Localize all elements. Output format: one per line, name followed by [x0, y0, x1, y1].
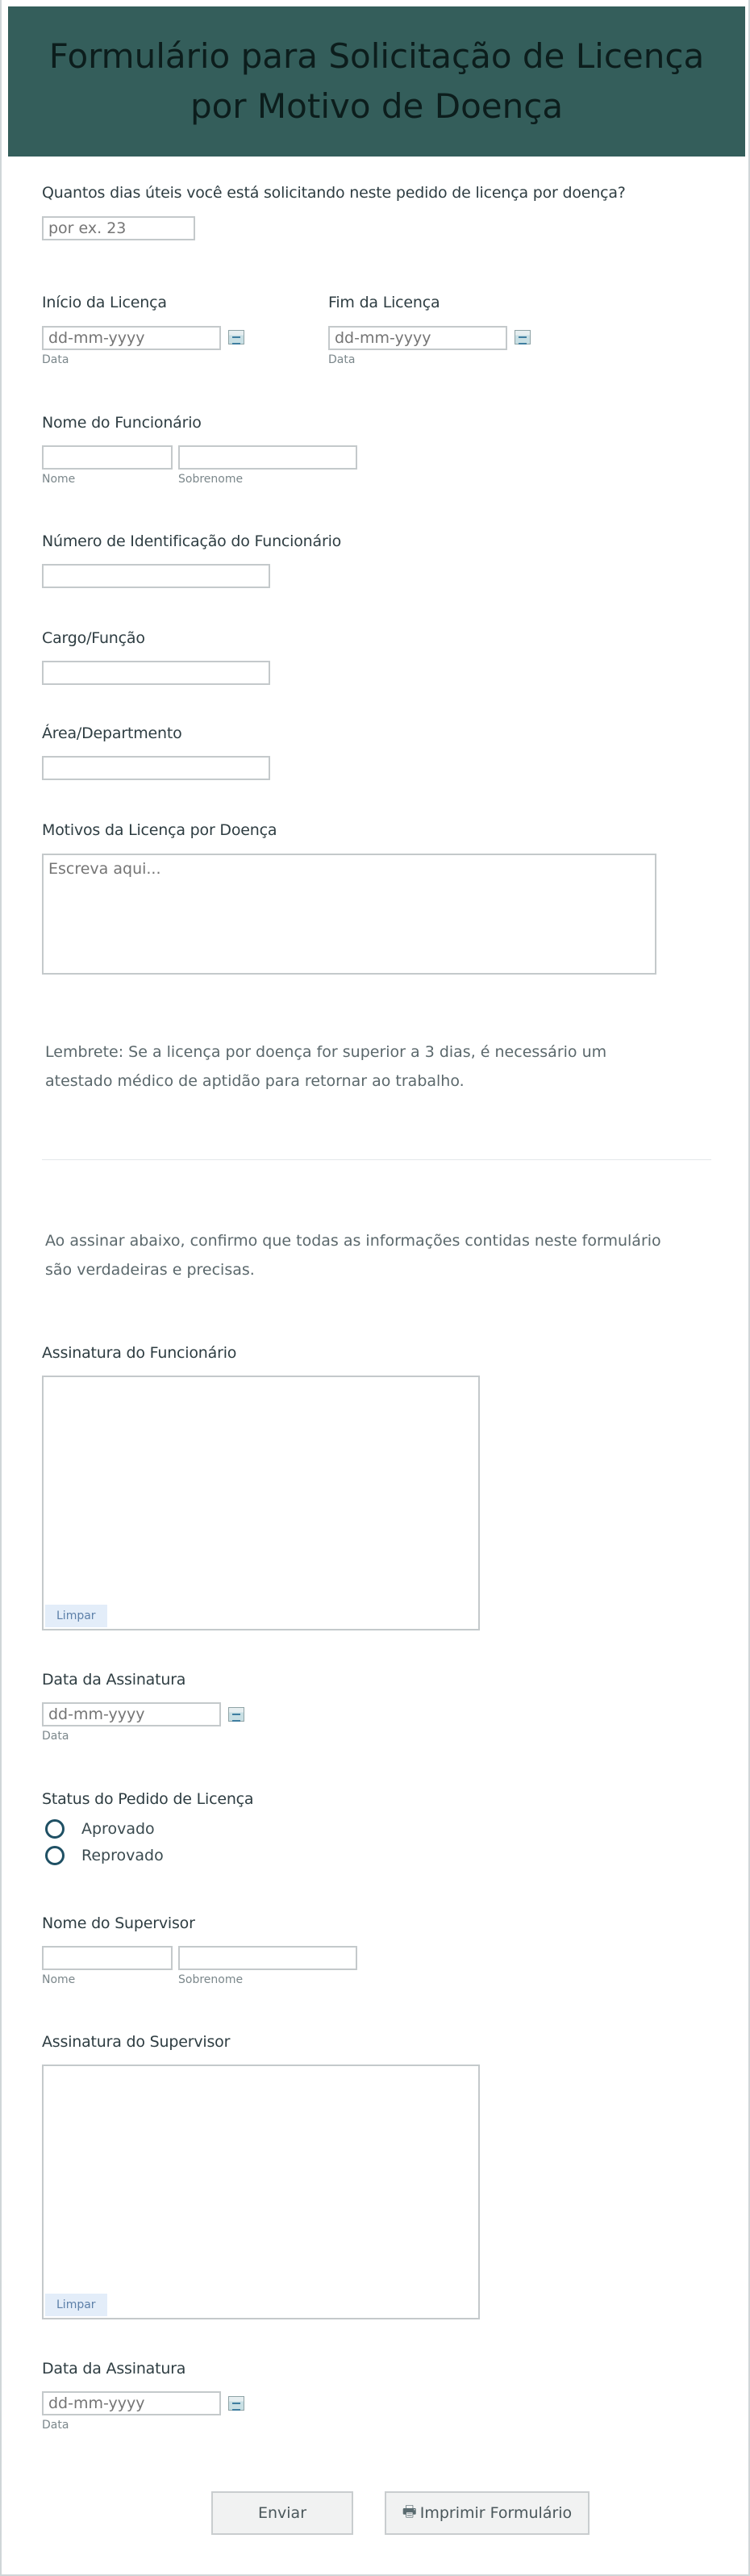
supervisor-signature-date-label: Data da Assinatura — [42, 2360, 186, 2378]
employee-signature-label: Assinatura do Funcionário — [42, 1344, 237, 1362]
employee-last-sublabel: Sobrenome — [178, 473, 244, 486]
reasons-textarea[interactable] — [42, 854, 656, 975]
employee-signature-pad[interactable] — [42, 1376, 480, 1630]
submit-button-label: Enviar — [257, 2504, 307, 2522]
form-title: Formulário para Solicitação de Licença por Motivo de Doença — [48, 36, 705, 126]
supervisor-last-name-input[interactable] — [178, 1946, 357, 1970]
form-header — [8, 6, 745, 157]
start-date-input[interactable] — [42, 326, 221, 350]
radio-approved-label[interactable]: Aprovado — [81, 1820, 155, 1838]
supervisor-signature-date-input[interactable] — [42, 2391, 221, 2415]
department-label: Área/Departmento — [42, 724, 182, 742]
supervisor-signature-date-sublabel: Data — [42, 2419, 69, 2432]
print-form-button[interactable] — [385, 2491, 590, 2535]
employee-first-name-input[interactable] — [42, 445, 173, 470]
print-form-button-label: Imprimir Formulário — [419, 2504, 573, 2522]
supervisor-signature-pad[interactable] — [42, 2065, 480, 2319]
radio-approved[interactable] — [45, 1819, 65, 1839]
days-input[interactable] — [42, 216, 195, 240]
signature-date-label: Data da Assinatura — [42, 1671, 186, 1689]
submit-button[interactable] — [211, 2491, 353, 2535]
signature-date-sublabel: Data — [42, 1730, 69, 1743]
supervisor-last-sublabel: Sobrenome — [178, 1973, 244, 1986]
supervisor-signature-label: Assinatura do Supervisor — [42, 2033, 231, 2051]
end-label: Fim da Licença — [328, 294, 440, 311]
supervisor-first-sublabel: Nome — [42, 1973, 76, 1986]
calendar-icon[interactable] — [515, 330, 531, 344]
clear-signature-button[interactable]: Limpar — [45, 2294, 107, 2316]
reasons-label: Motivos da Licença por Doença — [42, 821, 277, 839]
start-label: Início da Licença — [42, 294, 167, 311]
reminder-text: Lembrete: Se a licença por doença for superior a 3 dias, é necessário um atestado médico de aptidão para retornar ao trabalho. — [45, 1043, 607, 1090]
start-sublabel: Data — [42, 353, 69, 366]
days-label: Quantos dias úteis você está solicitando neste pedido de licença por doença? — [42, 184, 626, 202]
employee-first-sublabel: Nome — [42, 473, 76, 486]
end-date-input[interactable] — [328, 326, 507, 350]
supervisor-name-label: Nome do Supervisor — [42, 1914, 195, 1932]
employee-id-input[interactable] — [42, 564, 270, 588]
supervisor-first-name-input[interactable] — [42, 1946, 173, 1970]
radio-rejected[interactable] — [45, 1846, 65, 1865]
status-label: Status do Pedido de Licença — [42, 1790, 254, 1808]
radio-rejected-label[interactable]: Reprovado — [81, 1847, 164, 1864]
signature-date-input[interactable] — [42, 1702, 221, 1726]
printer-icon: 🖶 — [402, 2503, 417, 2520]
calendar-icon[interactable] — [228, 330, 244, 344]
calendar-icon[interactable] — [228, 2396, 244, 2411]
employee-id-label: Número de Identificação do Funcionário — [42, 532, 342, 550]
section-divider — [42, 1159, 711, 1160]
position-label: Cargo/Função — [42, 629, 145, 647]
confirmation-text: Ao assinar abaixo, confirmo que todas as informações contidas neste formulário são verdadeiras e precisas. — [45, 1232, 661, 1279]
calendar-icon[interactable] — [228, 1707, 244, 1722]
employee-name-label: Nome do Funcionário — [42, 414, 202, 432]
end-sublabel: Data — [328, 353, 356, 366]
department-input[interactable] — [42, 756, 270, 780]
position-input[interactable] — [42, 661, 270, 685]
employee-last-name-input[interactable] — [178, 445, 357, 470]
clear-signature-button[interactable]: Limpar — [45, 1605, 107, 1627]
